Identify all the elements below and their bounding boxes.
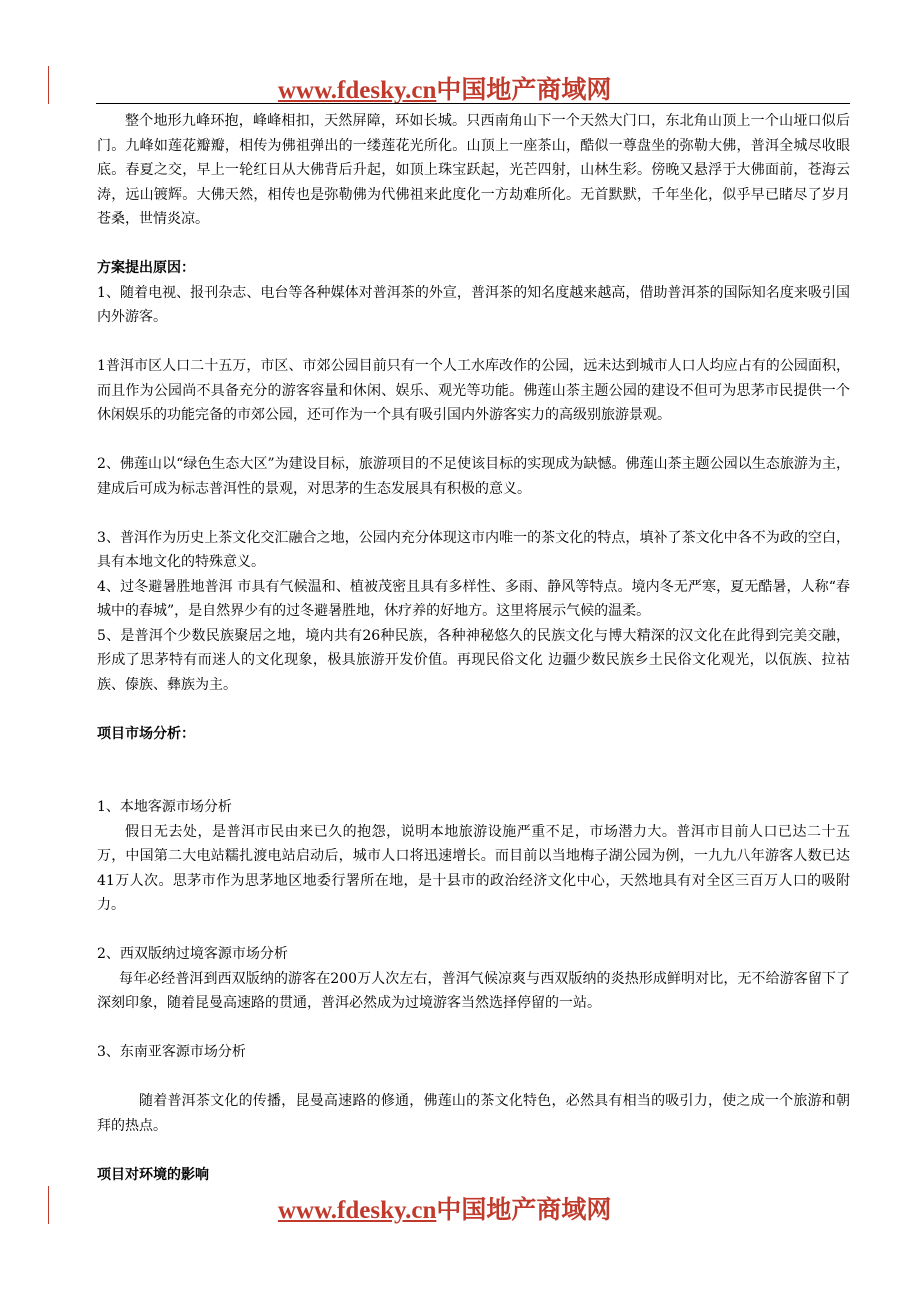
footer-site-title: [278, 1190, 678, 1226]
spacer: [97, 1138, 850, 1163]
market-1-paragraph: 假日无去处，是普洱市民由来已久的抱怨，说明本地旅游设施严重不足，市场潜力大。普洱市目前人口已达二十五万，中国第二大电站糯扎渡电站启动后，城市人口将迅速增长。而目前以当地梅子湖公园为例，一九九八年游客人数已达41万人次。思茅市作为思茅地区地委行署所在地，是十县市的政治经济文化中心，天然地具有对全区三百万人口的吸附力。: [97, 823, 850, 913]
impact-heading: 项目对环境的影响: [97, 1166, 209, 1183]
header-site-name: 中国地产商域网: [436, 77, 612, 104]
reason-2-paragraph: 2、佛莲山以“绿色生态大区”为建设目标，旅游项目的不足使该目标的实现成为缺憾。佛莲山茶主题公园以生态旅游为主，建成后可成为标志普洱性的景观，对思茅的生态发展具有积极的意义。: [97, 456, 850, 497]
spacer: [97, 501, 850, 526]
reason-1b-paragraph: 1普洱市区人口二十五万，市区、市郊公园目前只有一个人工水库改作的公园，远未达到城市人口人均应占有的公园面积，而且作为公园尚不具备充分的游客容量和休闲、娱乐、观光等功能。佛莲山茶主题公园的建设不但可为思茅市民提供一个休闲娱乐的功能完备的市郊公园，还可作为一个具有吸引国内外游客实力的高级别旅游景观。: [97, 358, 850, 423]
spacer: [97, 1065, 850, 1090]
footer-margin-mark: [48, 1186, 49, 1224]
header-rule: [96, 103, 850, 104]
footer-site-name: 中国地产商域网: [436, 1197, 612, 1224]
spacer: [97, 918, 850, 943]
spacer: [97, 428, 850, 453]
reason-5-paragraph: 5、是普洱个少数民族聚居之地，境内共有26种民族，各种神秘悠久的民族文化与博大精深的汉文化在此得到完美交融，形成了思茅特有而迷人的文化现象，极具旅游开发价值。再现民俗文化 边疆少数民族乡土民俗文化观光，以佤族、拉祜族、傣族、彝族为主。: [97, 627, 850, 693]
market-1-title: 1、本地客源市场分析: [97, 799, 232, 815]
market-heading: 项目市场分析：: [97, 725, 195, 742]
market-3-paragraph: 随着普洱茶文化的传播，昆曼高速路的修通，佛莲山的茶文化特色，必然具有相当的吸引力，使之成一个旅游和朝拜的热点。: [97, 1093, 850, 1134]
market-2-title: 2、西双版纳过境客源市场分析: [97, 946, 288, 962]
intro-paragraph: 整个地形九峰环抱，峰峰相扣，天然屏障，环如长城。只西南角山下一个天然大门口，东北角山顶上一个山垭口似后门。九峰如莲花瓣瓣，相传为佛祖弹出的一缕莲花光所化。山顶上一座茶山，酷似一尊盘坐的弥勒大佛，普洱全城尽收眼底。春夏之交，早上一轮红日从大佛背后升起，如顶上珠宝跃起，光芒四射，山林生彩。傍晚又悬浮于大佛面前，苍海云涛，远山镀辉。大佛天然，相传也是弥勒佛为代佛祖来此度化一方劫难所化。无首默默，千年坐化，似乎早已睹尽了岁月苍桑，世情炎凉。: [97, 113, 850, 227]
spacer: [97, 746, 850, 795]
spacer: [97, 1016, 850, 1041]
spacer: [97, 330, 850, 355]
reason-3-paragraph: 3、普洱作为历史上茶文化交汇融合之地，公园内充分体现这市内唯一的茶文化的特点，填补了茶文化中各不为政的空白，具有本地文化的特殊意义。: [97, 529, 850, 570]
reasons-heading: 方案提出原因：: [97, 260, 195, 276]
spacer: [97, 697, 850, 722]
spacer: [97, 232, 850, 257]
header-site-title: [278, 70, 678, 106]
reason-1a-paragraph: 1、随着电视、报刊杂志、电台等各种媒体对普洱茶的外宣，普洱茶的知名度越来越高，借助普洱茶的国际知名度来吸引国内外游客。: [97, 284, 850, 325]
header-margin-mark: [48, 66, 49, 104]
header-site-url[interactable]: www.fdesky.cn: [278, 77, 437, 104]
reason-4-paragraph: 4、过冬避暑胜地普洱 市具有气候温和、植被茂密且具有多样性、多雨、静风等特点。境内冬无严寒，夏无酷暑，人称“春城中的春城”，是自然界少有的过冬避暑胜地，休疗养的好地方。这里将展示气候的温柔。: [97, 578, 850, 619]
market-2-paragraph: 每年必经普洱到西双版纳的游客在200万人次左右，普洱气候凉爽与西双版纳的炎热形成鲜明对比，无不给游客留下了深刻印象，随着昆曼高速路的贯通，普洱必然成为过境游客当然选择停留的一站。: [97, 970, 850, 1011]
footer-site-url[interactable]: www.fdesky.cn: [278, 1197, 437, 1224]
market-3-title: 3、东南亚客源市场分析: [97, 1044, 246, 1060]
document-body: [97, 109, 850, 1187]
